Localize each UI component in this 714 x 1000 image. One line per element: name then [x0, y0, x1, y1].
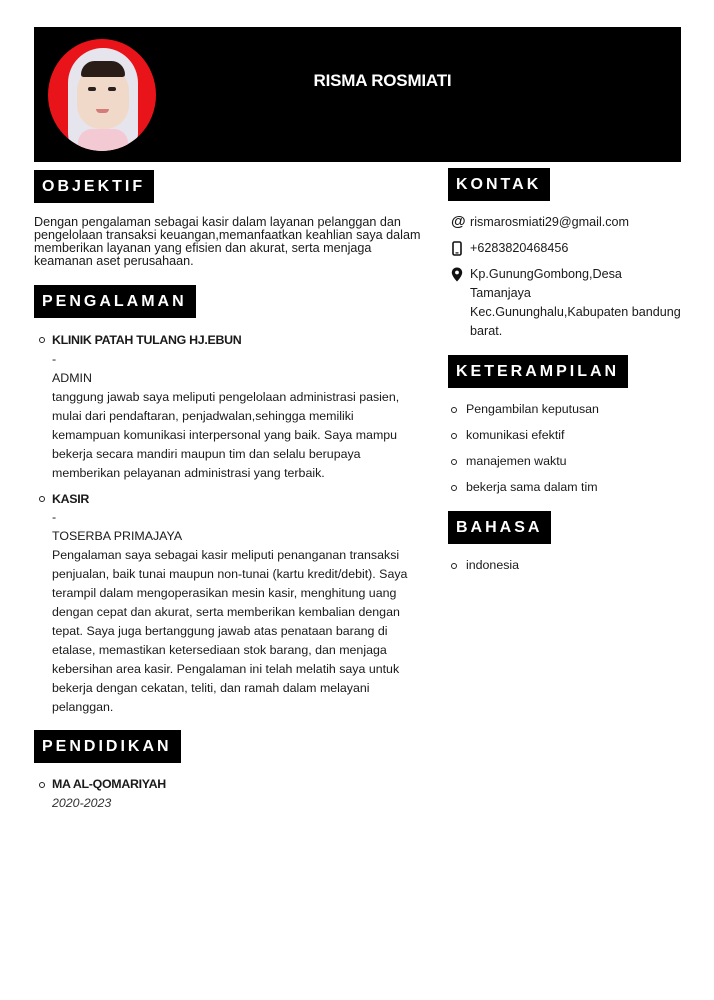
- avatar-mouth: [96, 109, 109, 113]
- job-desc-line: kebersihan area kasir. Pengalaman ini telah melatih saya untuk: [52, 662, 400, 676]
- objektif-line: Dengan pengalaman sebagai kasir dalam layanan pelanggan dan: [34, 215, 401, 229]
- job-desc-line: kemampuan komunikasi interpersonal yang baik. Saya mampu: [52, 428, 398, 442]
- section-title-objektif: OBJEKTIF: [34, 170, 154, 203]
- section-title-bahasa: BAHASA: [448, 511, 551, 544]
- job-desc-line: tanggung jawab saya meliputi pengelolaan administrasi pasien,: [52, 390, 400, 404]
- contact-email[interactable]: rismarosmiati29@gmail.com: [470, 215, 630, 229]
- job-separator: -: [52, 352, 57, 366]
- skill-item: komunikasi efektif: [466, 428, 565, 442]
- objektif-text: [34, 216, 420, 268]
- language-item: indonesia: [466, 558, 520, 572]
- job-heading: KLINIK PATAH TULANG HJ.EBUN: [52, 333, 242, 347]
- section-title-pengalaman: PENGALAMAN: [34, 285, 196, 318]
- objektif-line: memberikan layanan yang efisien dan akurat, serta menjaga: [34, 241, 372, 255]
- bullet-icon: [451, 563, 457, 569]
- school-years: 2020-2023: [52, 796, 112, 810]
- skill-item: bekerja sama dalam tim: [466, 480, 598, 494]
- bullet-icon: [451, 485, 457, 491]
- address-line: Kp.GunungGombong,Desa: [470, 267, 622, 281]
- section-title-keterampilan: KETERAMPILAN: [448, 355, 628, 388]
- address-line: Kec.Gununghalu,Kabupaten bandung: [470, 305, 681, 319]
- address-line: barat.: [470, 324, 503, 338]
- bullet-icon: [451, 459, 457, 465]
- job-desc-line: etalase, memastikan ketersediaan stok barang, dan menjaga: [52, 643, 387, 657]
- job-desc-line: mulai dari pendaftaran, penjadwalan,sehingga memiliki: [52, 409, 354, 423]
- job-desc-line: penjualan, baik tunai maupun non-tunai (kartu kredit/debit). Saya: [52, 567, 408, 581]
- job-role: TOSERBA PRIMAJAYA: [52, 529, 183, 543]
- school-name: MA AL-QOMARIYAH: [52, 777, 166, 791]
- section-title-pendidikan: PENDIDIKAN: [34, 730, 181, 763]
- resume-header: [34, 27, 681, 162]
- phone-icon: [452, 241, 466, 255]
- bullet-icon: [451, 407, 457, 413]
- bullet-icon: [451, 433, 457, 439]
- skill-item: manajemen waktu: [466, 454, 567, 468]
- objektif-line: pengelolaan transaksi keuangan,memanfaatkan keahlian saya dalam: [34, 228, 421, 242]
- job-role: ADMIN: [52, 371, 92, 385]
- job-desc-line: tepat. Saya juga bertanggung jawab atas penataan barang di: [52, 624, 388, 638]
- bullet-icon: [39, 496, 45, 502]
- address-line: Tamanjaya: [470, 286, 531, 300]
- map-pin-icon: [451, 267, 465, 281]
- job-separator: -: [52, 510, 57, 524]
- avatar-collar: [78, 129, 128, 151]
- job-desc-line: bekerja secara mandiri maupun tim dan selalu berupaya: [52, 447, 361, 461]
- skill-item: Pengambilan keputusan: [466, 402, 599, 416]
- contact-phone[interactable]: +6283820468456: [470, 241, 569, 255]
- objektif-line: keamanan aset perusahaan.: [34, 254, 194, 268]
- avatar: [48, 39, 156, 151]
- bullet-icon: [39, 782, 45, 788]
- job-desc-line: terampil dalam mengoperasikan mesin kasir, menghitung uang: [52, 586, 397, 600]
- job-heading: KASIR: [52, 492, 90, 506]
- section-title-kontak: KONTAK: [448, 168, 550, 201]
- job-desc-line: Pengalaman saya sebagai kasir meliputi penanganan transaksi: [52, 548, 400, 562]
- at-icon: @: [451, 213, 466, 230]
- job-details: [52, 350, 422, 483]
- bullet-icon: [39, 337, 45, 343]
- job-desc-line: memberikan pelayanan administrasi yang terbaik.: [52, 466, 325, 480]
- job-desc-line: pelanggan.: [52, 700, 114, 714]
- job-desc-line: bekerja dengan cekatan, teliti, dan ramah dalam melayani: [52, 681, 370, 695]
- person-name: RISMA ROSMIATI: [313, 71, 452, 90]
- job-desc-line: dengan cepat dan akurat, serta memberikan kembalian dengan: [52, 605, 400, 619]
- job-details: [52, 508, 422, 717]
- contact-address: [470, 265, 681, 341]
